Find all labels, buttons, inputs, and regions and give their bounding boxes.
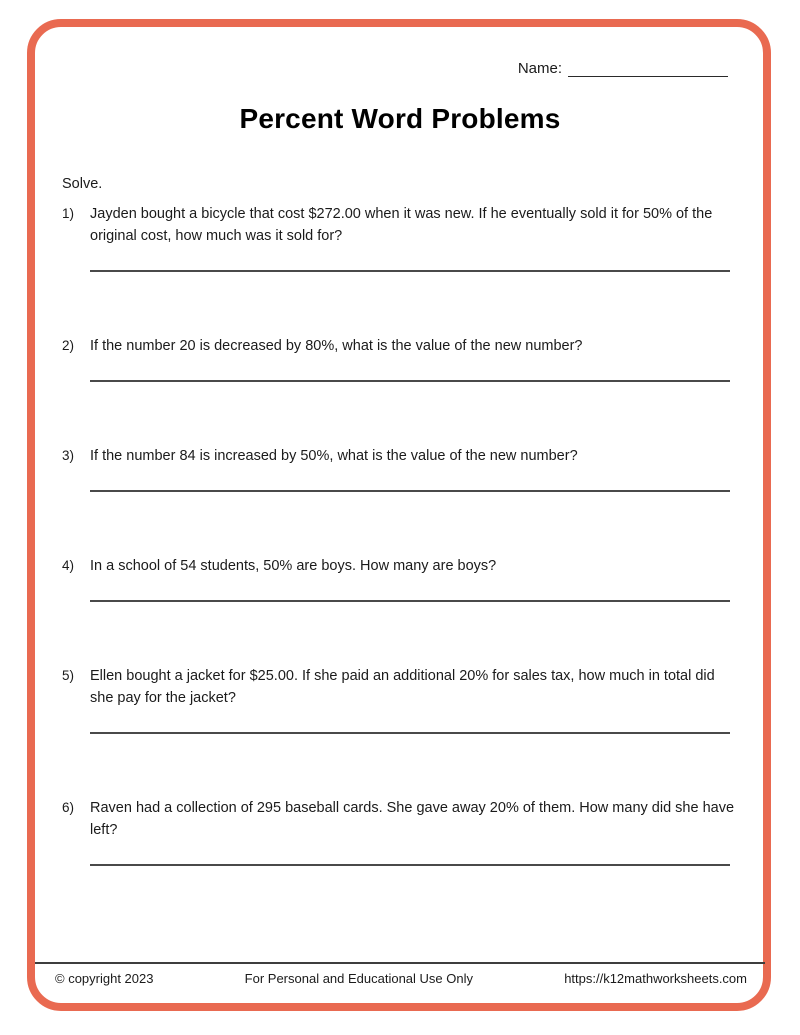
problem-text: Jayden bought a bicycle that cost $272.00 when it was new. If he eventually sold it for 50% of the original cost, how much was it sold for? bbox=[90, 206, 713, 244]
problem-text: If the number 20 is decreased by 80%, what is the value of the new number? bbox=[90, 338, 583, 354]
problem-text: In a school of 54 students, 50% are boys. How many are boys? bbox=[90, 558, 497, 574]
instructions-label: Solve. bbox=[62, 176, 103, 192]
website-url[interactable]: https://k12mathworksheets.com bbox=[564, 971, 747, 986]
name-row bbox=[518, 60, 728, 77]
problem-text: If the number 84 is increased by 50%, what is the value of the new number? bbox=[90, 448, 578, 464]
problem-number: 2) bbox=[62, 338, 75, 353]
problem-item-6 bbox=[62, 797, 737, 866]
answer-line[interactable] bbox=[90, 732, 730, 734]
usage-text: For Personal and Educational Use Only bbox=[244, 971, 474, 986]
footer-divider bbox=[35, 962, 765, 964]
name-blank-line[interactable] bbox=[568, 61, 728, 77]
name-label: Name: bbox=[517, 60, 562, 77]
problem-number: 5) bbox=[62, 668, 75, 683]
problem-number: 1) bbox=[62, 206, 75, 221]
problem-number: 3) bbox=[62, 448, 75, 463]
problem-item-2 bbox=[62, 335, 737, 382]
problem-item-3 bbox=[62, 445, 737, 492]
footer bbox=[55, 971, 747, 986]
answer-line[interactable] bbox=[90, 490, 730, 492]
problems-list bbox=[62, 203, 737, 929]
problem-text: Ellen bought a jacket for $25.00. If she paid an additional 20% for sales tax, how much in total did she pay for the jacket? bbox=[90, 668, 715, 706]
answer-line[interactable] bbox=[90, 600, 730, 602]
copyright-text: © copyright 2023 bbox=[55, 971, 154, 986]
problem-item-5 bbox=[62, 665, 737, 734]
answer-line[interactable] bbox=[90, 864, 730, 866]
answer-line[interactable] bbox=[90, 380, 730, 382]
problem-number: 4) bbox=[62, 558, 75, 573]
problem-number: 6) bbox=[62, 800, 75, 815]
problem-item-1 bbox=[62, 203, 737, 272]
worksheet-title: Percent Word Problems bbox=[239, 103, 561, 134]
answer-line[interactable] bbox=[90, 270, 730, 272]
problem-item-4 bbox=[62, 555, 737, 602]
problem-text: Raven had a collection of 295 baseball cards. She gave away 20% of them. How many did she have left? bbox=[90, 800, 735, 838]
